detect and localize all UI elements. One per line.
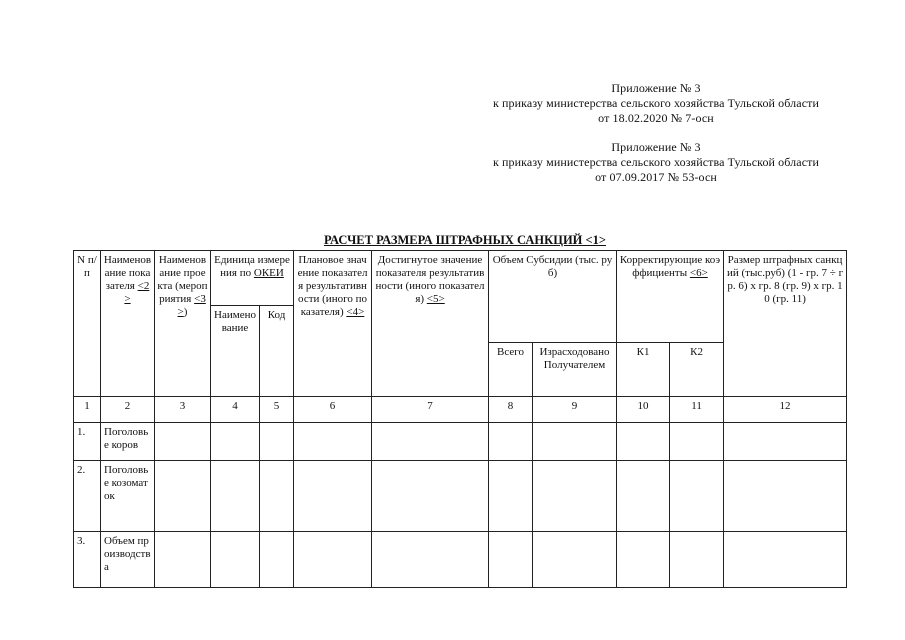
empty-cell bbox=[155, 423, 211, 461]
header-indicator bbox=[101, 251, 155, 397]
column-number: 1 bbox=[74, 397, 101, 423]
footnote-5-link[interactable]: <5> bbox=[426, 293, 445, 305]
header-subsidy-spent: Израсходовано Получателем bbox=[533, 343, 617, 397]
empty-cell bbox=[260, 532, 294, 588]
empty-cell bbox=[155, 461, 211, 532]
empty-cell bbox=[533, 423, 617, 461]
empty-cell bbox=[260, 461, 294, 532]
column-number: 3 bbox=[155, 397, 211, 423]
empty-cell bbox=[489, 423, 533, 461]
table-row bbox=[74, 423, 847, 461]
empty-cell bbox=[211, 532, 260, 588]
row-num: 2. bbox=[74, 461, 101, 532]
empty-cell bbox=[533, 461, 617, 532]
appendix-previous-line1: Приложение № 3 bbox=[611, 140, 701, 154]
column-number: 12 bbox=[724, 397, 847, 423]
header-k2: К2 bbox=[670, 343, 724, 397]
empty-cell bbox=[617, 532, 670, 588]
appendix-current-line2: к приказу министерства сельского хозяйства Тульской области bbox=[492, 96, 819, 110]
header-unit bbox=[211, 251, 294, 306]
header-coefficients bbox=[617, 251, 724, 343]
footnote-3-link[interactable]: <3> bbox=[177, 293, 206, 318]
empty-cell bbox=[294, 532, 372, 588]
row-num: 3. bbox=[74, 532, 101, 588]
header-planned-text: Плановое значение показателя результативности (иного показателя) bbox=[297, 254, 368, 318]
appendix-current-line3: от 18.02.2020 № 7-осн bbox=[598, 111, 714, 125]
column-numbers-row bbox=[74, 397, 847, 423]
header-project-suffix: ) bbox=[183, 306, 188, 318]
footnote-2-link[interactable]: <2> bbox=[124, 280, 150, 305]
header-unit-name: Наименование bbox=[211, 306, 260, 397]
empty-cell bbox=[372, 423, 489, 461]
header-project bbox=[155, 251, 211, 397]
header-subsidy-total: Всего bbox=[489, 343, 533, 397]
row-indicator: Поголовье коров bbox=[101, 423, 155, 461]
empty-cell bbox=[294, 461, 372, 532]
empty-cell bbox=[617, 461, 670, 532]
column-number: 9 bbox=[533, 397, 617, 423]
empty-cell bbox=[724, 461, 847, 532]
empty-cell bbox=[211, 423, 260, 461]
okei-link[interactable]: ОКЕИ bbox=[253, 267, 284, 279]
column-number: 7 bbox=[372, 397, 489, 423]
header-unit-text: Единица измерения по bbox=[214, 254, 290, 279]
row-indicator: Объем производства bbox=[101, 532, 155, 588]
appendix-previous-line3: от 07.09.2017 № 53-осн bbox=[595, 170, 717, 184]
sanctions-table bbox=[73, 250, 847, 588]
header-unit-code: Код bbox=[260, 306, 294, 397]
table-row bbox=[74, 532, 847, 588]
header-project-text: Наименование проекта (мероприятия bbox=[157, 254, 208, 305]
empty-cell bbox=[670, 423, 724, 461]
empty-cell bbox=[372, 461, 489, 532]
header-achieved bbox=[372, 251, 489, 397]
empty-cell bbox=[211, 461, 260, 532]
row-num: 1. bbox=[74, 423, 101, 461]
footnote-6-link[interactable]: <6> bbox=[689, 267, 708, 279]
document-title: РАСЧЕТ РАЗМЕРА ШТРАФНЫХ САНКЦИЙ <1> bbox=[323, 233, 607, 247]
appendix-current-line1: Приложение № 3 bbox=[611, 81, 701, 95]
column-number: 10 bbox=[617, 397, 670, 423]
table-row bbox=[74, 461, 847, 532]
header-planned bbox=[294, 251, 372, 397]
empty-cell bbox=[372, 532, 489, 588]
empty-cell bbox=[724, 532, 847, 588]
header-coefficients-text: Корректирующие коэффициенты bbox=[619, 254, 721, 279]
column-number: 5 bbox=[260, 397, 294, 423]
empty-cell bbox=[489, 461, 533, 532]
appendix-previous bbox=[468, 140, 844, 185]
empty-cell bbox=[533, 532, 617, 588]
empty-cell bbox=[489, 532, 533, 588]
header-penalty: Размер штрафных санкций (тыс.руб) (1 - гр. 7 ÷ гр. 6) х гр. 8 (гр. 9) х гр. 10 (гр. 11) bbox=[724, 251, 847, 397]
empty-cell bbox=[294, 423, 372, 461]
column-number: 8 bbox=[489, 397, 533, 423]
header-k1: К1 bbox=[617, 343, 670, 397]
column-number: 11 bbox=[670, 397, 724, 423]
header-achieved-text: Достигнутое значение показателя результативности (иного показателя) bbox=[375, 254, 485, 305]
header-indicator-text: Наименование показателя bbox=[103, 254, 152, 292]
empty-cell bbox=[670, 532, 724, 588]
header-subsidy: Объем Субсидии (тыс. руб) bbox=[489, 251, 617, 343]
empty-cell bbox=[724, 423, 847, 461]
column-number: 4 bbox=[211, 397, 260, 423]
empty-cell bbox=[155, 532, 211, 588]
column-number: 2 bbox=[101, 397, 155, 423]
column-number: 6 bbox=[294, 397, 372, 423]
footnote-4-link[interactable]: <4> bbox=[346, 306, 365, 318]
row-indicator: Поголовье козоматок bbox=[101, 461, 155, 532]
header-num: N п/п bbox=[74, 251, 101, 397]
appendix-previous-line2: к приказу министерства сельского хозяйства Тульской области bbox=[492, 155, 819, 169]
empty-cell bbox=[617, 423, 670, 461]
appendix-current bbox=[468, 81, 844, 126]
empty-cell bbox=[670, 461, 724, 532]
empty-cell bbox=[260, 423, 294, 461]
